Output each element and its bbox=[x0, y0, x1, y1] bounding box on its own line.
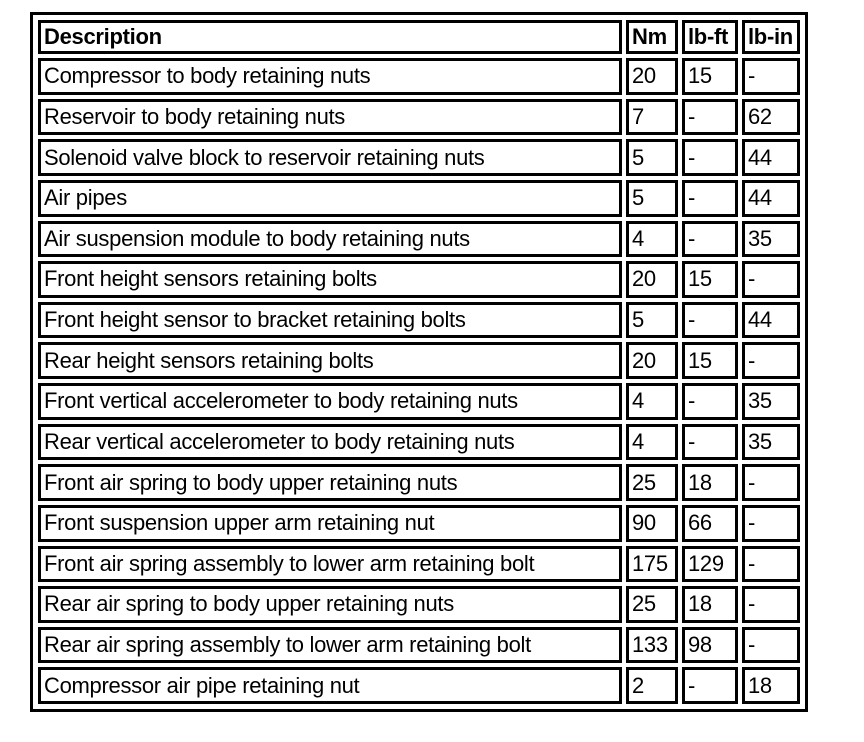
cell-description: Front vertical accelerometer to body retaining nuts bbox=[38, 383, 622, 420]
cell-lb-ft: 15 bbox=[682, 342, 738, 379]
cell-nm: 25 bbox=[626, 464, 678, 501]
table-row bbox=[38, 302, 800, 339]
cell-lb-ft: - bbox=[682, 667, 738, 704]
cell-lb-ft: 15 bbox=[682, 58, 738, 95]
cell-nm: 20 bbox=[626, 342, 678, 379]
cell-lb-ft: - bbox=[682, 99, 738, 136]
table-body bbox=[38, 58, 800, 704]
header-description: Description bbox=[38, 20, 622, 54]
cell-lb-in: 44 bbox=[742, 302, 800, 339]
cell-description: Air suspension module to body retaining nuts bbox=[38, 221, 622, 258]
cell-lb-in: - bbox=[742, 58, 800, 95]
table-row bbox=[38, 505, 800, 542]
cell-nm: 20 bbox=[626, 261, 678, 298]
cell-lb-ft: 66 bbox=[682, 505, 738, 542]
header-lb-in: lb-in bbox=[742, 20, 800, 54]
table-row bbox=[38, 586, 800, 623]
cell-description: Air pipes bbox=[38, 180, 622, 217]
cell-lb-in: - bbox=[742, 464, 800, 501]
header-lb-ft: lb-ft bbox=[682, 20, 738, 54]
cell-nm: 25 bbox=[626, 586, 678, 623]
cell-description: Rear vertical accelerometer to body retaining nuts bbox=[38, 424, 622, 461]
cell-lb-in: 44 bbox=[742, 139, 800, 176]
table-row bbox=[38, 424, 800, 461]
cell-nm: 2 bbox=[626, 667, 678, 704]
table-row bbox=[38, 139, 800, 176]
table-row bbox=[38, 221, 800, 258]
cell-lb-ft: - bbox=[682, 383, 738, 420]
cell-lb-in: - bbox=[742, 342, 800, 379]
cell-nm: 4 bbox=[626, 221, 678, 258]
table-row bbox=[38, 627, 800, 664]
cell-nm: 5 bbox=[626, 302, 678, 339]
cell-lb-in: - bbox=[742, 505, 800, 542]
table-row bbox=[38, 58, 800, 95]
cell-lb-in: 62 bbox=[742, 99, 800, 136]
cell-lb-ft: 15 bbox=[682, 261, 738, 298]
cell-description: Rear air spring to body upper retaining nuts bbox=[38, 586, 622, 623]
cell-description: Compressor air pipe retaining nut bbox=[38, 667, 622, 704]
cell-lb-ft: 98 bbox=[682, 627, 738, 664]
cell-lb-in: - bbox=[742, 627, 800, 664]
cell-description: Front height sensor to bracket retaining bolts bbox=[38, 302, 622, 339]
cell-nm: 175 bbox=[626, 546, 678, 583]
cell-lb-in: 35 bbox=[742, 221, 800, 258]
cell-description: Compressor to body retaining nuts bbox=[38, 58, 622, 95]
header-row bbox=[38, 20, 800, 54]
cell-description: Rear height sensors retaining bolts bbox=[38, 342, 622, 379]
cell-lb-ft: 18 bbox=[682, 464, 738, 501]
cell-nm: 90 bbox=[626, 505, 678, 542]
cell-lb-ft: - bbox=[682, 180, 738, 217]
cell-nm: 5 bbox=[626, 139, 678, 176]
table-row bbox=[38, 99, 800, 136]
cell-description: Rear air spring assembly to lower arm retaining bolt bbox=[38, 627, 622, 664]
cell-lb-ft: 129 bbox=[682, 546, 738, 583]
cell-description: Solenoid valve block to reservoir retaining nuts bbox=[38, 139, 622, 176]
table-row bbox=[38, 667, 800, 704]
cell-lb-in: - bbox=[742, 586, 800, 623]
cell-lb-in: - bbox=[742, 546, 800, 583]
cell-nm: 20 bbox=[626, 58, 678, 95]
cell-lb-in: 35 bbox=[742, 383, 800, 420]
torque-specification-table bbox=[30, 12, 808, 712]
cell-lb-in: 18 bbox=[742, 667, 800, 704]
cell-lb-ft: - bbox=[682, 221, 738, 258]
cell-description: Reservoir to body retaining nuts bbox=[38, 99, 622, 136]
cell-lb-ft: - bbox=[682, 424, 738, 461]
cell-nm: 7 bbox=[626, 99, 678, 136]
table-row bbox=[38, 261, 800, 298]
cell-nm: 4 bbox=[626, 383, 678, 420]
cell-description: Front air spring to body upper retaining nuts bbox=[38, 464, 622, 501]
cell-lb-in: - bbox=[742, 261, 800, 298]
table-row bbox=[38, 342, 800, 379]
header-nm: Nm bbox=[626, 20, 678, 54]
cell-description: Front air spring assembly to lower arm retaining bolt bbox=[38, 546, 622, 583]
table-row bbox=[38, 180, 800, 217]
table-row bbox=[38, 546, 800, 583]
cell-lb-in: 35 bbox=[742, 424, 800, 461]
cell-lb-in: 44 bbox=[742, 180, 800, 217]
cell-lb-ft: - bbox=[682, 139, 738, 176]
cell-description: Front height sensors retaining bolts bbox=[38, 261, 622, 298]
cell-lb-ft: - bbox=[682, 302, 738, 339]
cell-description: Front suspension upper arm retaining nut bbox=[38, 505, 622, 542]
cell-nm: 5 bbox=[626, 180, 678, 217]
table-row bbox=[38, 383, 800, 420]
table-row bbox=[38, 464, 800, 501]
cell-nm: 133 bbox=[626, 627, 678, 664]
cell-nm: 4 bbox=[626, 424, 678, 461]
cell-lb-ft: 18 bbox=[682, 586, 738, 623]
